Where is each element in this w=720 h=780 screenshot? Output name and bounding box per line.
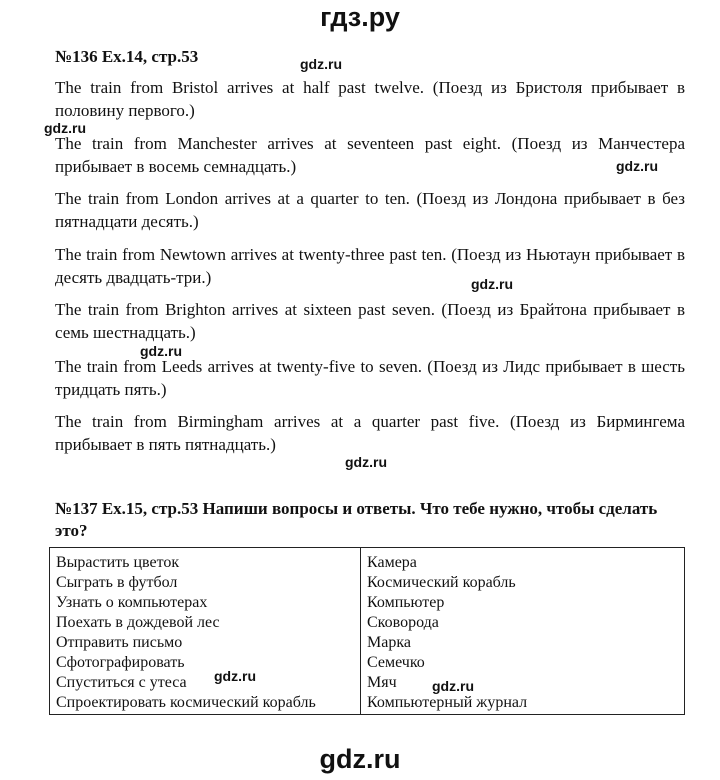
task-cell: Поехать в дождевой лес [50,613,361,633]
site-footer-logo: gdz.ru [319,744,401,774]
item-cell: Космический корабль [361,573,685,593]
watermark: gdz.ru [616,158,658,174]
task-cell: Сыграть в футбол [50,573,361,593]
paragraph-newtown: The train from Newtown arrives at twenty-three past ten. (Поезд из Ньютаун прибывает в десять двадцать-три.) [55,245,685,287]
task-cell: Спроектировать космический корабль [50,693,361,715]
paragraph-birmingham: The train from Birmingham arrives at a quarter past five. (Поезд из Бирмингема прибывает в пять пятнадцать.) [55,412,685,454]
watermark: gdz.ru [44,120,86,136]
task-cell: Узнать о компьютерах [50,593,361,613]
watermark: gdz.ru [214,668,256,684]
paragraph-london: The train from London arrives at a quarter to ten. (Поезд из Лондона прибывает в без пятнадцати десять.) [55,189,685,231]
watermark: gdz.ru [300,56,342,72]
exercise-136-heading: №136 Ex.14, стр.53 [55,47,199,66]
task-cell: Отправить письмо [50,633,361,653]
exercise-137-heading: №137 Ex.15, стр.53 Напиши вопросы и ответы. Что тебе нужно, чтобы сделать это? [55,499,658,540]
watermark: gdz.ru [432,678,474,694]
paragraph-manchester: The train from Manchester arrives at seventeen past eight. (Поезд из Манчестера прибывает в восемь семнадцать.) [55,134,685,176]
item-cell: Марка [361,633,685,653]
paragraph-brighton: The train from Brighton arrives at sixteen past seven. (Поезд из Брайтона прибывает в семь шестнадцать.) [55,300,685,342]
item-cell: Семечко [361,653,685,673]
task-cell: Вырастить цветок [50,548,361,574]
task-cell: Спуститься с утеса [50,673,361,693]
watermark: gdz.ru [140,343,182,359]
table-row [50,613,685,633]
paragraph-bristol: The train from Bristol arrives at half past twelve. (Поезд из Бристоля прибывает в половину первого.) [55,78,685,120]
table-row [50,593,685,613]
table-row [50,548,685,574]
item-cell: Камера [361,548,685,574]
item-cell: Сковорода [361,613,685,633]
table-row [50,693,685,715]
item-cell: Мяч [361,673,685,693]
site-header-logo: гдз.ру [320,2,400,32]
task-cell: Сфотографировать [50,653,361,673]
watermark: gdz.ru [471,276,513,292]
table-row [50,633,685,653]
table-row [50,573,685,593]
table-row [50,673,685,693]
table-row [50,653,685,673]
item-cell: Компьютерный журнал [361,693,685,715]
tasks-table [49,547,685,715]
paragraph-leeds: The train from Leeds arrives at twenty-five to seven. (Поезд из Лидс прибывает в шесть тридцать пять.) [55,357,685,399]
item-cell: Компьютер [361,593,685,613]
watermark: gdz.ru [345,454,387,470]
